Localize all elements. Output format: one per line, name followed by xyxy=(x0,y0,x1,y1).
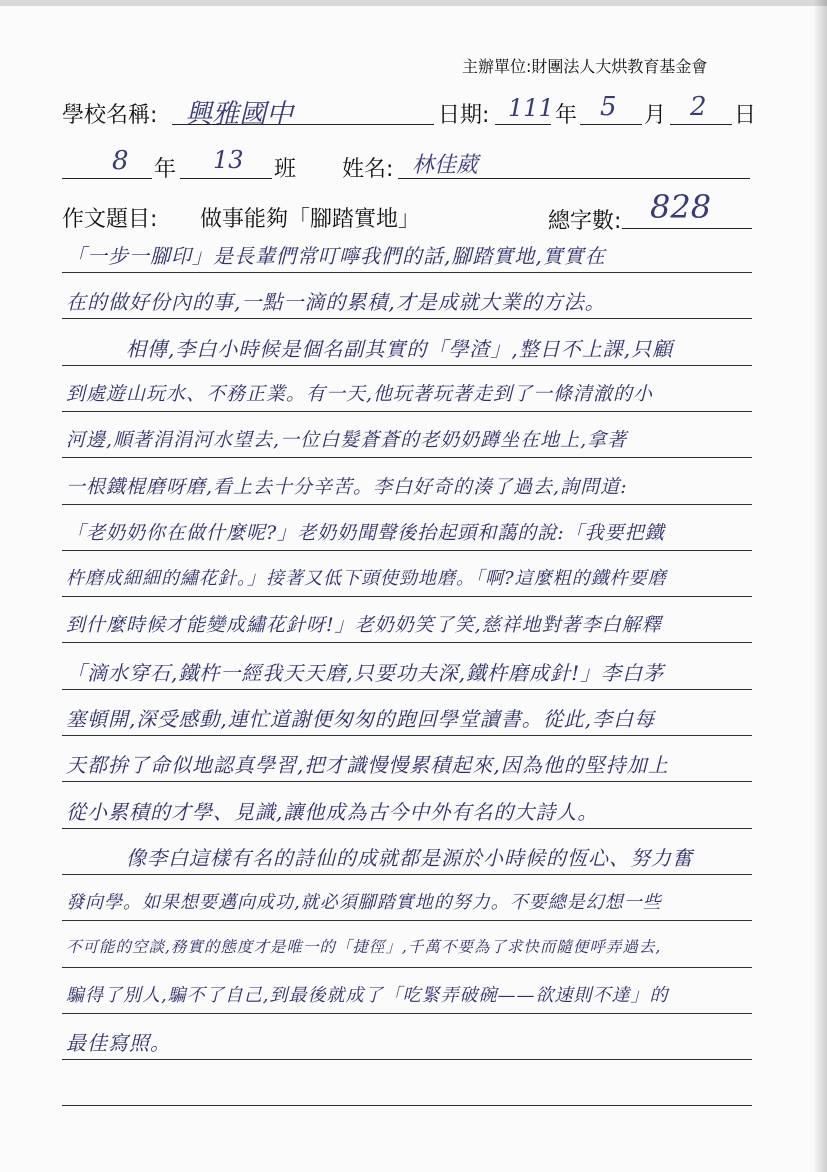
ruled-line xyxy=(62,318,752,319)
essay-line-text: 最佳寫照。 xyxy=(66,1031,171,1056)
essay-line-text: 從小累積的才學、見識,讓他成為古今中外有名的大詩人。 xyxy=(66,799,599,824)
ruled-line xyxy=(62,411,752,412)
ruled-line xyxy=(62,457,752,458)
month-value: 5 xyxy=(600,92,617,122)
ruled-line xyxy=(62,642,752,643)
ruled-line xyxy=(62,1105,752,1106)
ruled-line xyxy=(62,1013,752,1014)
month-underline xyxy=(580,124,642,125)
name-value: 林佳葳 xyxy=(412,153,479,178)
essay-line-text: 「滴水穿石,鐵杵一經我天天磨,只要功夫深,鐵杵磨成針!」李白茅 xyxy=(66,660,665,685)
year-underline xyxy=(495,124,551,125)
essay-line-text: 一根鐵棍磨呀磨,看上去十分辛苦。李白好奇的湊了過去,詢問道: xyxy=(66,475,628,498)
ruled-line xyxy=(62,504,752,505)
school-value: 興雅國中 xyxy=(185,99,293,130)
class-value: 13 xyxy=(213,146,244,174)
ruled-line xyxy=(62,689,752,690)
essay-line-text: 在的做好份內的事,一點一滴的累積,才是成就大業的方法。 xyxy=(66,290,606,315)
essay-line-text: 「老奶奶你在做什麼呢?」老奶奶聞聲後抬起頭和藹的說:「我要把鐵 xyxy=(66,521,665,544)
grade-underline xyxy=(62,178,152,179)
essay-line-text: 騙得了別人,騙不了自己,到最後就成了「吃緊弄破碗——欲速則不達」的 xyxy=(66,984,669,1006)
grade-value: 8 xyxy=(112,146,129,176)
ruled-line xyxy=(62,735,752,736)
ruled-line xyxy=(62,550,752,551)
ruled-line xyxy=(62,272,752,273)
scan-top-edge xyxy=(0,0,827,6)
year-label: 年 xyxy=(555,103,578,128)
wordcount-label: 總字數: xyxy=(548,209,622,234)
essay-line-text: 到什麼時候才能變成繡花針呀!」老奶奶笑了笑,慈祥地對著李白解釋 xyxy=(66,614,662,637)
essay-line-text: 塞頓開,深受感動,連忙道謝便匆匆的跑回學堂讀書。從此,李白每 xyxy=(66,707,656,731)
ruled-line xyxy=(62,596,752,597)
day-value: 2 xyxy=(690,92,707,122)
class-label: 班 xyxy=(274,157,297,182)
essay-line-text: 河邊,順著涓涓河水望去,一位白髮蒼蒼的老奶奶蹲坐在地上,拿著 xyxy=(66,429,628,452)
essay-line-text: 像李白這樣有名的詩仙的成就都是源於小時候的恆心、努力奮 xyxy=(126,845,693,870)
day-label: 日 xyxy=(734,103,757,128)
day-underline xyxy=(670,124,732,125)
ruled-line xyxy=(62,967,752,968)
ruled-line xyxy=(62,828,752,829)
school-label: 學校名稱: xyxy=(62,103,158,128)
name-label: 姓名: xyxy=(342,157,394,182)
year-value: 111 xyxy=(508,94,554,122)
ruled-line xyxy=(62,1059,752,1060)
wordcount-value: 828 xyxy=(650,188,712,226)
essay-line-text: 杵磨成細細的繡花針。」接著又低下頭使勁地磨。「啊?這麼粗的鐵杵要磨 xyxy=(66,568,667,590)
ruled-line xyxy=(62,781,752,782)
essay-line-text: 不可能的空談,務實的態度才是唯一的「捷徑」,千萬不要為了求快而隨便呼弄過去, xyxy=(66,937,662,956)
topic-value: 做事能夠「腳踏實地」 xyxy=(200,207,421,232)
ruled-line xyxy=(62,365,752,366)
essay-line-text: 到處遊山玩水、不務正業。有一天,他玩著玩著走到了一條清澈的小 xyxy=(66,382,654,405)
wordcount-underline xyxy=(622,228,752,229)
essay-line-text: 「一步一腳印」是長輩們常叮嚀我們的話,腳踏實地,實實在 xyxy=(66,244,606,268)
class-underline xyxy=(180,178,272,179)
essay-line-text: 天都拚了命似地認真學習,把才識慢慢累積起來,因為他的堅持加上 xyxy=(66,753,669,778)
scan-right-edge xyxy=(813,0,827,1172)
month-label: 月 xyxy=(644,103,667,128)
ruled-line xyxy=(62,874,752,875)
essay-line-text: 發向學。如果想要邁向成功,就必須腳踏實地的努力。不要總是幻想一些 xyxy=(66,892,662,914)
date-label: 日期: xyxy=(438,103,490,128)
grade-label: 年 xyxy=(154,157,177,182)
topic-label: 作文題目: xyxy=(62,207,158,232)
ruled-line xyxy=(62,920,752,921)
organizer-label: 主辦單位:財團法人大烘教育基金會 xyxy=(462,57,708,76)
essay-line-text: 相傳,李白小時候是個名副其實的「學渣」,整日不上課,只顧 xyxy=(126,336,674,361)
